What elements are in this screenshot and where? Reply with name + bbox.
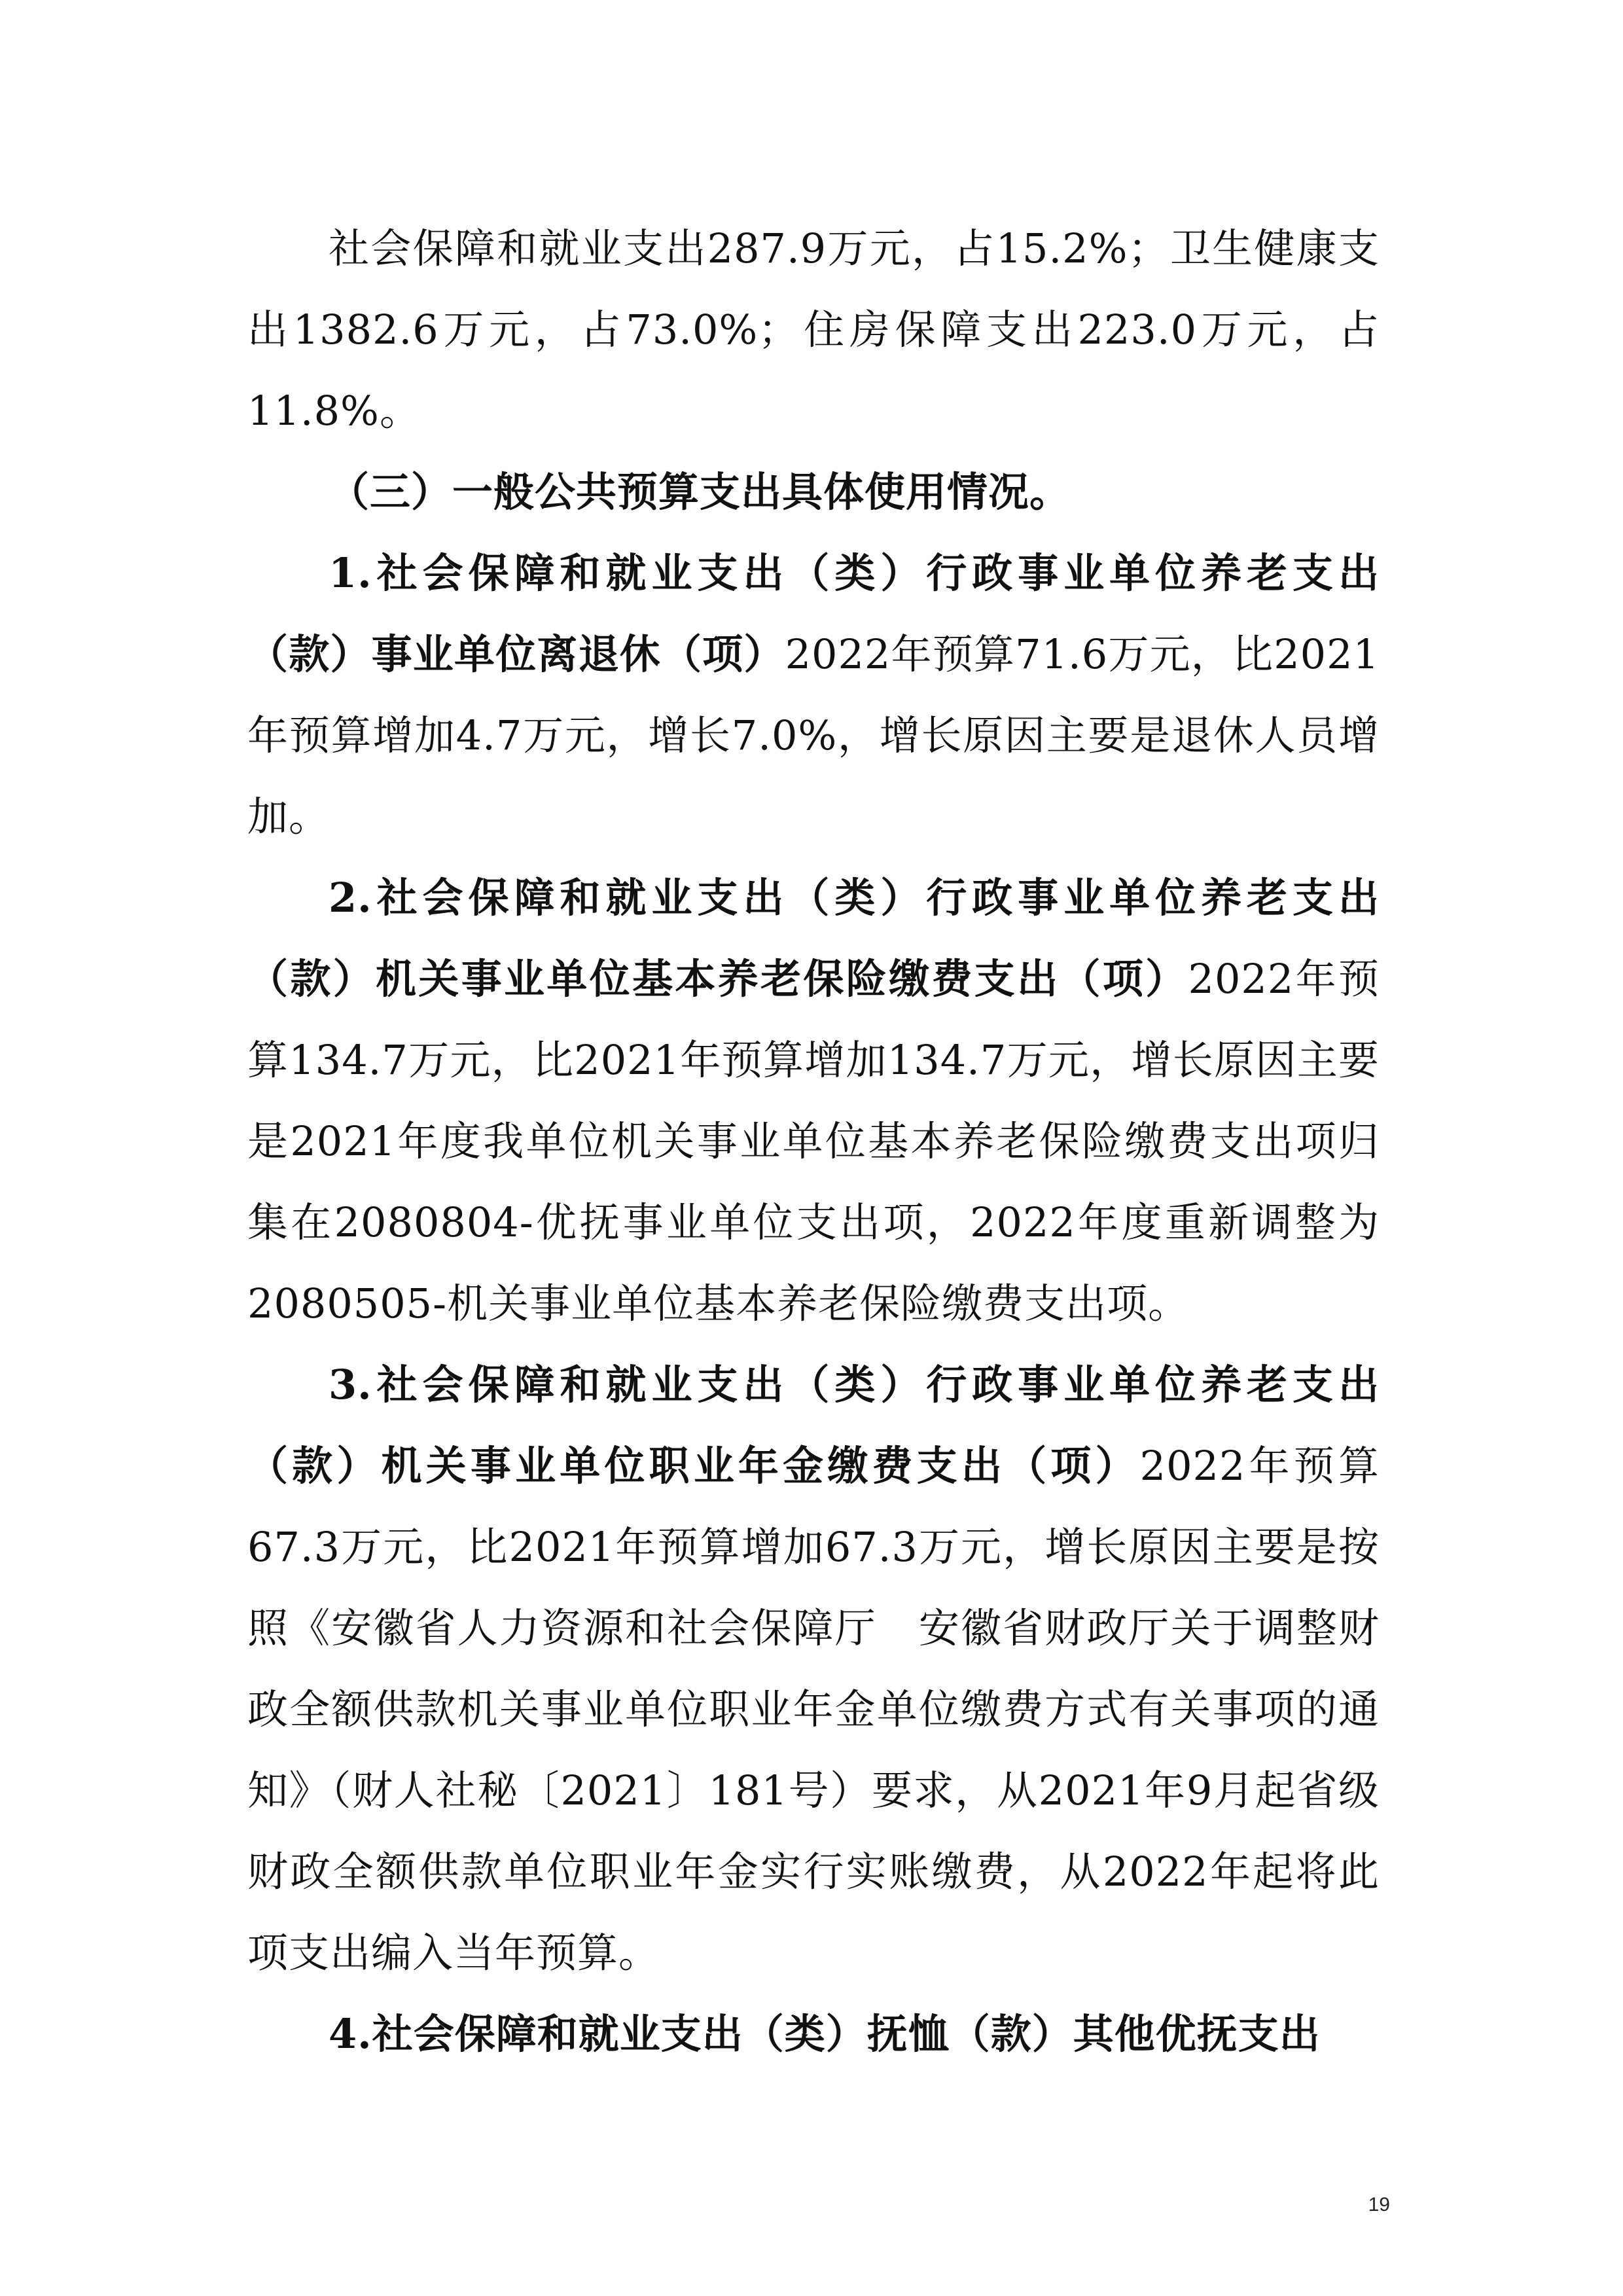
section-heading-text: （三）一般公共预算支出具体使用情况。 bbox=[329, 468, 1071, 516]
item-1-title: 1.社会保障和就业支出（类）行政事业单位养老支出（款）事业单位离退休（项） bbox=[247, 549, 1380, 678]
item-1-text: 2022年预算71.6万元，比2021年预算增加4.7万元，增长7.0%，增长原因主要是退休人员增加。 bbox=[247, 630, 1380, 840]
paragraph-text: 社会保障和就业支出287.9万元，占15.2%；卫生健康支出1382.6万元，占73.0%；住房保障支出223.0万元，占11.8%。 bbox=[247, 224, 1380, 435]
paragraph-item-4 bbox=[247, 1994, 1380, 2075]
item-2-title: 2.社会保障和就业支出（类）行政事业单位养老支出（款）机关事业单位基本养老保险缴费支出（项） bbox=[247, 874, 1380, 1003]
section-heading bbox=[247, 452, 1380, 533]
item-3-title: 3.社会保障和就业支出（类）行政事业单位养老支出（款）机关事业单位职业年金缴费支出（项） bbox=[247, 1361, 1380, 1490]
paragraph-expenditure-summary bbox=[247, 208, 1380, 452]
page-content bbox=[247, 208, 1380, 2075]
paragraph-item-3 bbox=[247, 1344, 1380, 1994]
item-3-text: 2022年预算67.3万元，比2021年预算增加67.3万元，增长原因主要是按照《安徽省人力资源和社会保障厅 安徽省财政厅关于调整财政全额供款机关事业单位职业年金单位缴费方式有关事项的通知》（财人社秘〔2021〕181号）要求，从2021年9月起省级财政全额供款单位职业年金实行实账缴费，从2022年起将此项支出编入当年预算。 bbox=[247, 1442, 1380, 1977]
page-number: 19 bbox=[1368, 2194, 1390, 2215]
item-4-title: 4.社会保障和就业支出（类）抚恤（款）其他优抚支出 bbox=[329, 2010, 1321, 2058]
item-2-text: 2022年预算134.7万元，比2021年预算增加134.7万元，增长原因主要是2021年度我单位机关事业单位基本养老保险缴费支出项归集在2080804-优抚事业单位支出项，2022年度重新调整为2080505-机关事业单位基本养老保险缴费支出项。 bbox=[247, 955, 1380, 1327]
paragraph-item-2 bbox=[247, 857, 1380, 1344]
paragraph-item-1 bbox=[247, 533, 1380, 857]
